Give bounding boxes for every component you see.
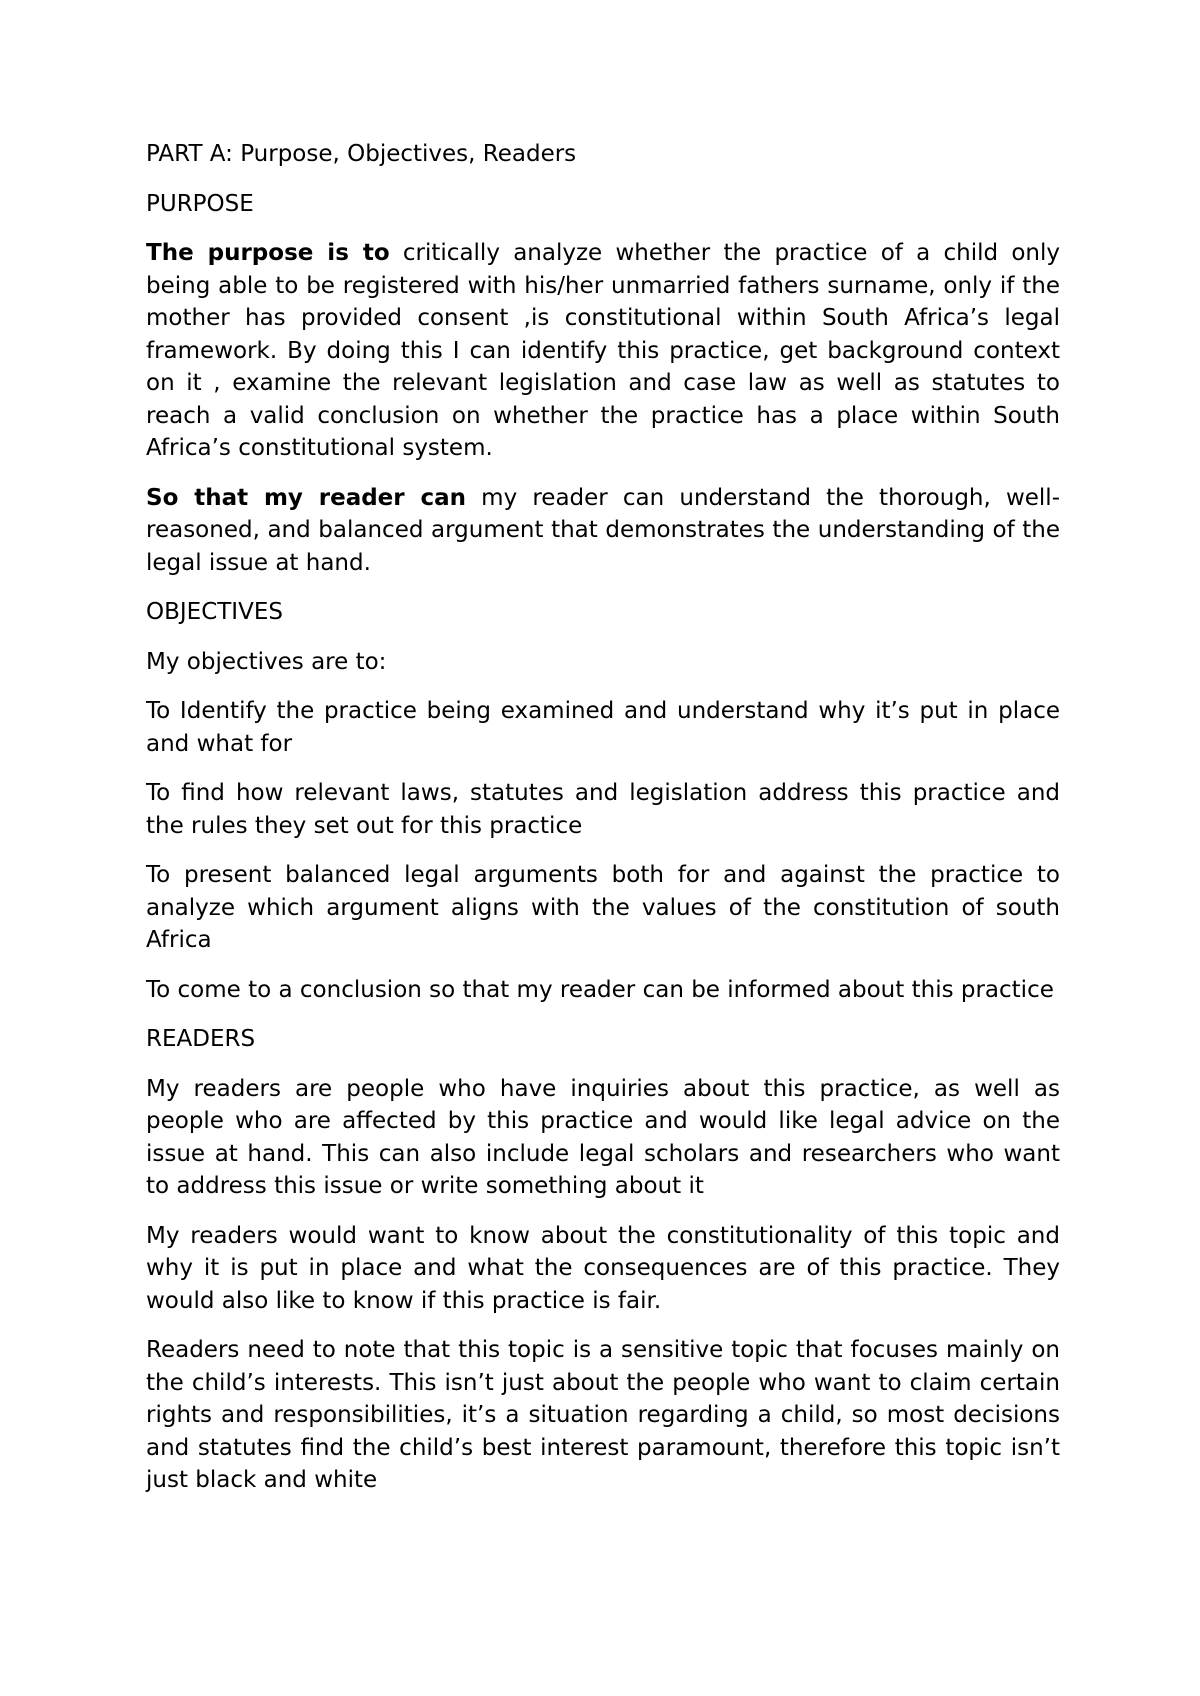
objective-item: To come to a conclusion so that my reader can be informed about this practice <box>146 976 1054 1003</box>
readers-paragraph: My readers are people who have inquiries about this practice, as well as people who are affected by this practice and would like legal advice on the issue at hand. This can also include legal scholars and researchers who want to address this issue or write something about it <box>146 1075 1060 1199</box>
objective-item: To find how relevant laws, statutes and legislation address this practice and the rules they set out for this practice <box>146 780 1060 839</box>
readers-paragraph: My readers would want to know about the constitutionality of this topic and why it is put in place and what the consequences are of this practice. They would also like to know if this practice is fair. <box>146 1222 1060 1314</box>
document-body <box>146 138 1060 1514</box>
purpose-heading: PURPOSE <box>146 190 254 217</box>
readers-heading: READERS <box>146 1026 256 1052</box>
purpose-lead: The purpose is to <box>146 240 390 266</box>
readers-paragraph: Readers need to note that this topic is a sensitive topic that focuses mainly on the child’s interests. This isn’t just about the people who want to claim certain rights and responsibilities, it’s a situation regarding a child, so most decisions and statutes find the child’s best interest paramount, therefore this topic isn’t just black and white <box>146 1337 1060 1493</box>
objectives-intro: My objectives are to: <box>146 648 387 675</box>
reader-purpose-text: my reader can understand the thorough, well-reasoned, and balanced argument that demonstrates the understanding of the legal issue at hand. <box>146 484 1060 576</box>
objective-item: To Identify the practice being examined and understand why it’s put in place and what for <box>146 698 1060 757</box>
reader-purpose-paragraph <box>146 482 1060 580</box>
purpose-text: critically analyze whether the practice of a child only being able to be registered with his/her unmarried fathers surname, only if the mother has provided consent ,is constitutional within South Africa’s legal framework. By doing this I can identify this practice, get background context on it , examine the relevant legislation and case law as well as statutes to reach a valid conclusion on whether the practice has a place within South Africa’s constitutional system. <box>146 240 1060 461</box>
objectives-heading: OBJECTIVES <box>146 599 283 625</box>
purpose-paragraph <box>146 237 1060 465</box>
objective-item: To present balanced legal arguments both for and against the practice to analyze which argument aligns with the values of the constitution of south Africa <box>146 862 1060 953</box>
reader-purpose-lead: So that my reader can <box>146 484 467 511</box>
part-title: PART A: Purpose, Objectives, Readers <box>146 141 577 167</box>
